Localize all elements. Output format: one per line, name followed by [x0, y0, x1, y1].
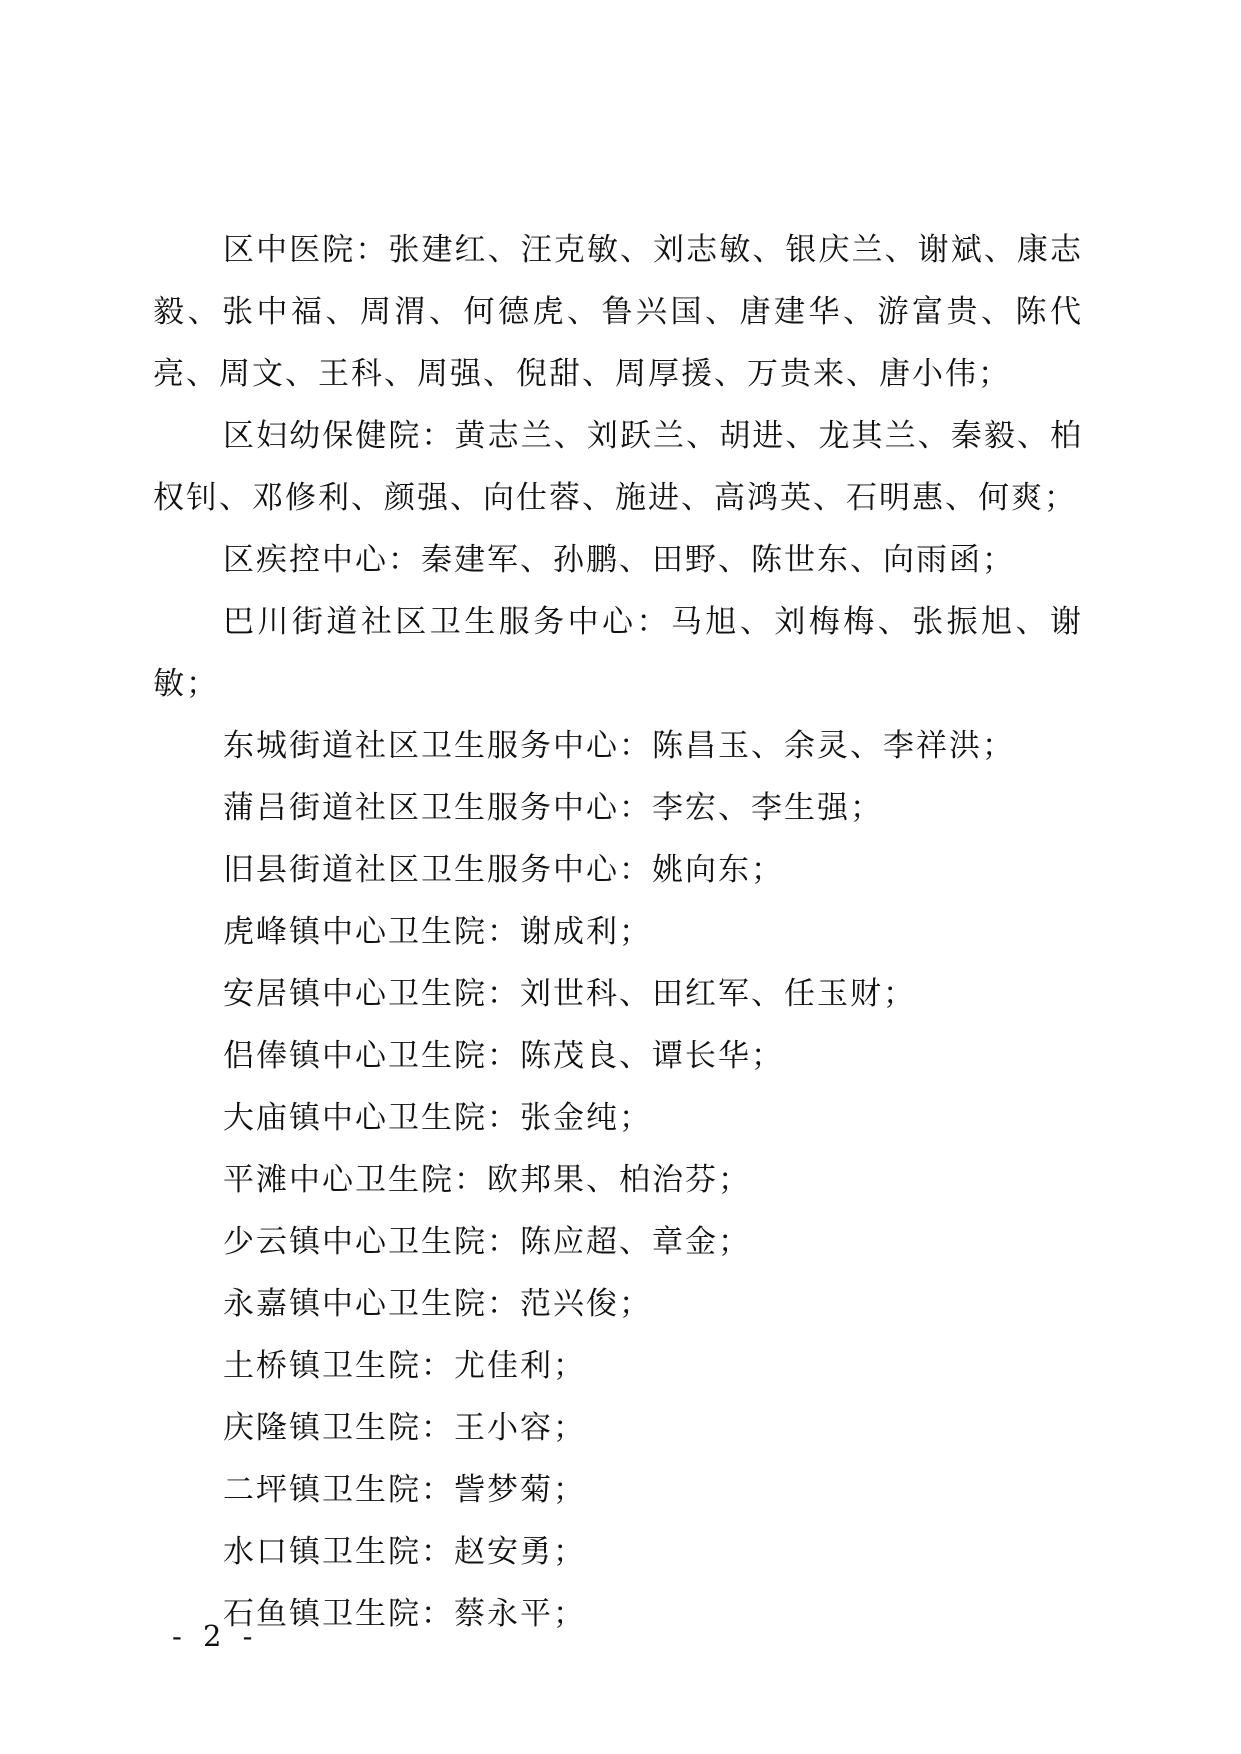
paragraph-hufeng-hospital: 虎峰镇中心卫生院：谢成利；: [223, 914, 652, 950]
paragraph-disease-control-center: 区疾控中心：秦建军、孙鹏、田野、陈世东、向雨函；: [223, 542, 1015, 578]
paragraph-dongcheng-community-center: 东城街道社区卫生服务中心：陈昌玉、余灵、李祥洪；: [223, 728, 1015, 764]
paragraph-erping-hospital: 二坪镇卫生院：訾梦菊；: [223, 1472, 586, 1508]
paragraph-qinglong-hospital: 庆隆镇卫生院：王小容；: [223, 1410, 586, 1446]
paragraph-tuqiao-hospital: 土桥镇卫生院：尤佳利；: [223, 1348, 586, 1384]
paragraph-shuikou-hospital: 水口镇卫生院：赵安勇；: [223, 1534, 586, 1570]
paragraph-maternal-child-health-hospital: 区妇幼保健院：黄志兰、刘跃兰、胡进、龙其兰、秦毅、柏权钊、邓修利、颜强、向仕蓉、施进、高鸿英、石明惠、何爽；: [153, 418, 1083, 516]
document-body: [153, 219, 1083, 1645]
page-number: - 2 -: [172, 1619, 259, 1653]
paragraph-anju-hospital: 安居镇中心卫生院：刘世科、田红军、任玉财；: [223, 976, 916, 1012]
paragraph-pulv-community-center: 蒲吕街道社区卫生服务中心：李宏、李生强；: [223, 790, 883, 826]
paragraph-shiyu-hospital: 石鱼镇卫生院：蔡永平；: [223, 1596, 586, 1632]
paragraph-shaoyun-hospital: 少云镇中心卫生院：陈应超、章金；: [223, 1224, 751, 1260]
paragraph-bachuan-community-center: 巴川街道社区卫生服务中心：马旭、刘梅梅、张振旭、谢敏；: [153, 604, 1083, 702]
paragraph-jiuxian-community-center: 旧县街道社区卫生服务中心：姚向东；: [223, 852, 784, 888]
paragraph-district-tcm-hospital: 区中医院：张建红、汪克敏、刘志敏、银庆兰、谢斌、康志毅、张中福、周渭、何德虎、鲁兴国、唐建华、游富贵、陈代亮、周文、王科、周强、倪甜、周厚援、万贵来、唐小伟；: [153, 232, 1083, 392]
paragraph-pingtan-hospital: 平滩中心卫生院：欧邦果、柏治芬；: [223, 1162, 751, 1198]
paragraph-lvfeng-hospital: 侣俸镇中心卫生院：陈茂良、谭长华；: [223, 1038, 784, 1074]
paragraph-yongjia-hospital: 永嘉镇中心卫生院：范兴俊；: [223, 1286, 652, 1322]
paragraph-damiao-hospital: 大庙镇中心卫生院：张金纯；: [223, 1100, 652, 1136]
